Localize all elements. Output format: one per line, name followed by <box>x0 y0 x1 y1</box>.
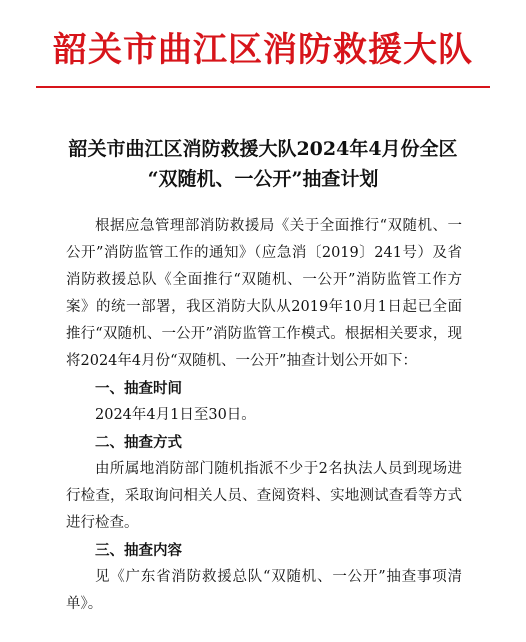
section-heading-content: 三、抽查内容 <box>95 542 182 559</box>
masthead-title: 韶关市曲江区消防救援大队 <box>53 30 473 70</box>
intro-paragraph: 根据应急管理部消防救援局《关于全面推行“双随机、一公开”消防监管工作的通知》（应急消〔2019〕241号）及省消防救援总队《全面推行“双随机、一公开”消防监管工作方案》的统一部署，我区消防大队从2019年10月1日起已全面推行“双随机、一公开”消防监管工作模式。根据相关要求，现将2024年4月份“双随机、一公开”抽查计划公开如下： <box>66 218 462 369</box>
document-body <box>66 213 462 618</box>
section-text-content: 见《广东省消防救援总队“双随机、一公开”抽查事项清单》。 <box>66 569 462 612</box>
title-line-1: 韶关市曲江区消防救援大队2024年4月份全区 <box>68 138 458 160</box>
document-title <box>30 134 496 194</box>
section-text-time: 2024年4月1日至30日。 <box>95 407 256 423</box>
section-text-method: 由所属地消防部门随机指派不少于2名执法人员到现场进行检查，采取询问相关人员、查阅资料、实地测试查看等方式进行检查。 <box>66 461 462 531</box>
title-line-2: “双随机、一公开”抽查计划 <box>147 168 379 190</box>
red-divider-line <box>36 86 490 88</box>
section-heading-method: 二、抽查方式 <box>95 434 182 451</box>
section-heading-time: 一、抽查时间 <box>95 380 182 397</box>
